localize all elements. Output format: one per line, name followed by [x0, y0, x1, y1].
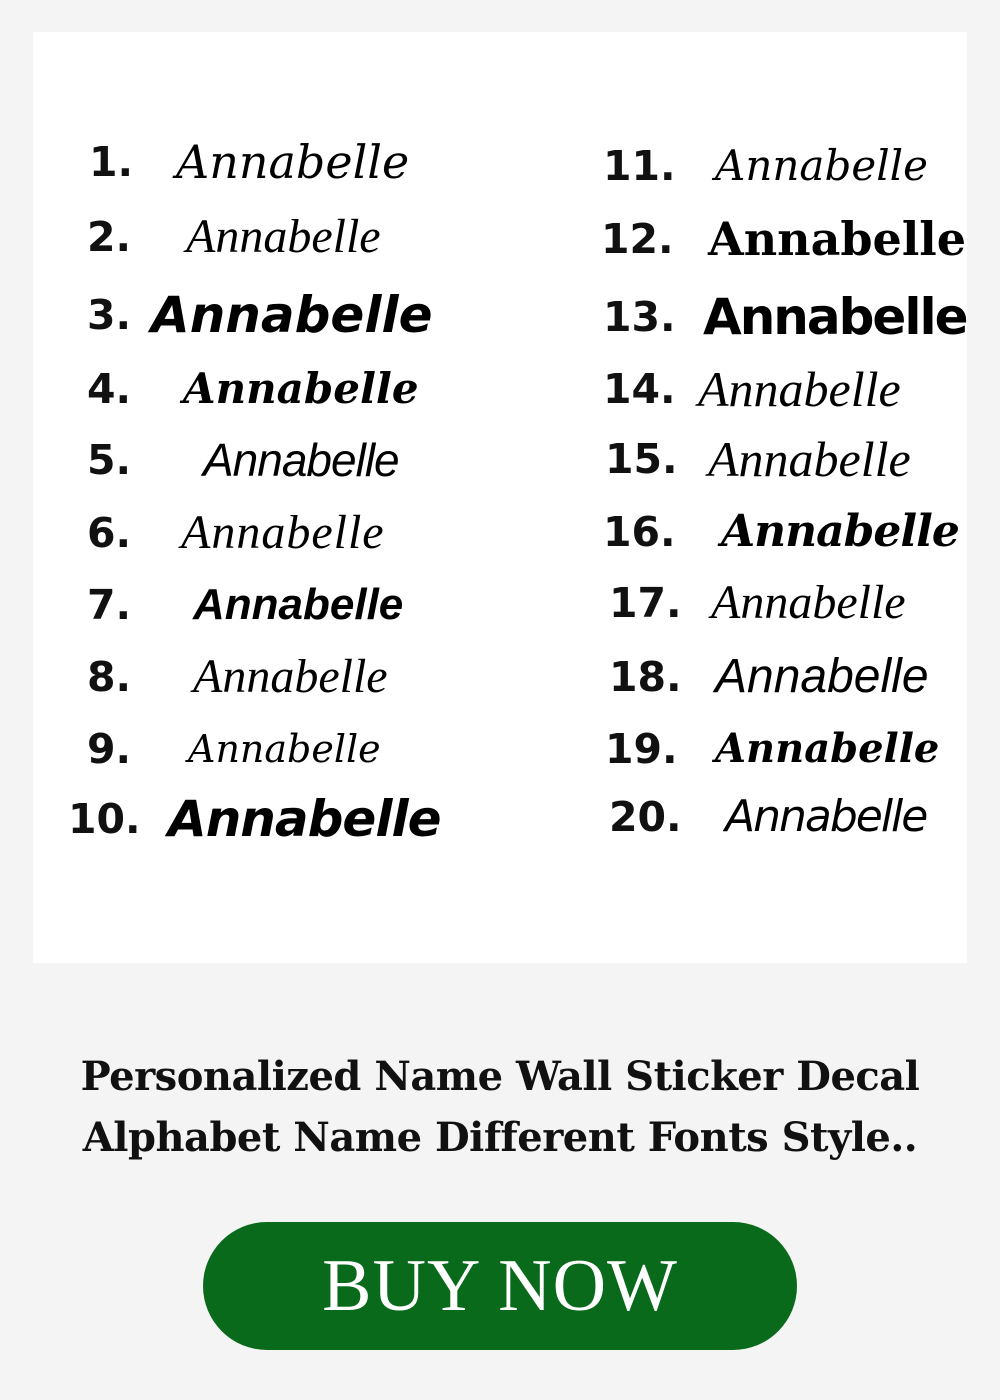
font-sample-number: 14. — [603, 365, 676, 413]
font-sample-number: 6. — [87, 509, 132, 557]
font-sample-number: 16. — [603, 508, 676, 556]
font-sample-item — [33, 498, 483, 568]
font-sample-item — [493, 497, 963, 567]
font-sample-number: 11. — [603, 142, 676, 190]
font-sample-number: 1. — [89, 138, 134, 186]
font-sample-item — [33, 354, 483, 424]
font-sample-name: Annabelle — [711, 576, 906, 629]
font-sample-name: Annabelle — [703, 288, 967, 346]
font-sample-number: 19. — [605, 725, 678, 773]
font-sample-item — [33, 784, 483, 854]
font-sample-name: Annabelle — [203, 434, 399, 486]
font-sample-number: 4. — [87, 365, 132, 413]
font-sample-item — [33, 425, 483, 495]
font-sample-number: 9. — [87, 725, 132, 773]
font-sample-item — [493, 782, 963, 852]
font-sample-name: Annabelle — [708, 431, 911, 487]
font-sample-card — [33, 32, 967, 963]
font-sample-name: Annabelle — [183, 364, 419, 413]
font-sample-name: Annabelle — [193, 580, 404, 629]
font-sample-name: Annabelle — [176, 135, 410, 189]
font-sample-list — [33, 32, 967, 963]
font-sample-item — [33, 202, 483, 272]
font-sample-item — [493, 568, 963, 638]
font-sample-number: 10. — [68, 795, 141, 843]
font-sample-name: Annabelle — [715, 650, 929, 703]
font-sample-item — [493, 282, 967, 352]
font-sample-name: Annabelle — [188, 727, 381, 771]
font-sample-item — [493, 424, 963, 494]
font-sample-number: 17. — [609, 579, 682, 627]
font-sample-item — [493, 131, 963, 201]
font-sample-item — [493, 642, 963, 712]
font-sample-name: Annabelle — [193, 650, 388, 703]
font-sample-number: 3. — [87, 291, 132, 339]
font-sample-number: 13. — [603, 293, 676, 341]
product-title-line-2: Alphabet Name Different Fonts Style.. — [82, 1114, 918, 1161]
font-sample-name: Annabelle — [698, 361, 901, 417]
font-sample-number: 2. — [87, 213, 132, 261]
font-sample-number: 7. — [87, 581, 132, 629]
font-sample-name: Annabelle — [181, 506, 385, 559]
font-sample-item — [33, 642, 483, 712]
font-sample-name: Annabelle — [715, 725, 940, 772]
font-sample-number: 20. — [609, 793, 682, 841]
product-title-line-1: Personalized Name Wall Sticker Decal — [80, 1053, 920, 1100]
font-sample-name: Annabelle — [721, 506, 959, 557]
font-sample-item — [493, 714, 963, 784]
font-sample-name: Annabelle — [725, 791, 927, 842]
font-sample-name: Annabelle — [151, 286, 433, 344]
font-sample-number: 18. — [609, 653, 682, 701]
font-sample-name: Annabelle — [186, 210, 381, 263]
font-sample-number: 8. — [87, 653, 132, 701]
font-sample-name: Annabelle — [715, 141, 928, 190]
font-sample-name: Annabelle — [708, 212, 967, 266]
font-sample-item — [33, 127, 483, 197]
font-sample-number: 12. — [601, 215, 674, 263]
font-sample-item — [33, 714, 483, 784]
font-sample-name: Annabelle — [168, 790, 441, 848]
font-sample-number: 15. — [605, 435, 678, 483]
font-sample-number: 5. — [87, 436, 132, 484]
font-sample-item — [493, 354, 963, 424]
font-sample-item — [493, 204, 967, 274]
font-sample-item — [33, 280, 483, 350]
buy-now-button[interactable]: BUY NOW — [203, 1222, 797, 1350]
font-sample-item — [33, 570, 483, 640]
